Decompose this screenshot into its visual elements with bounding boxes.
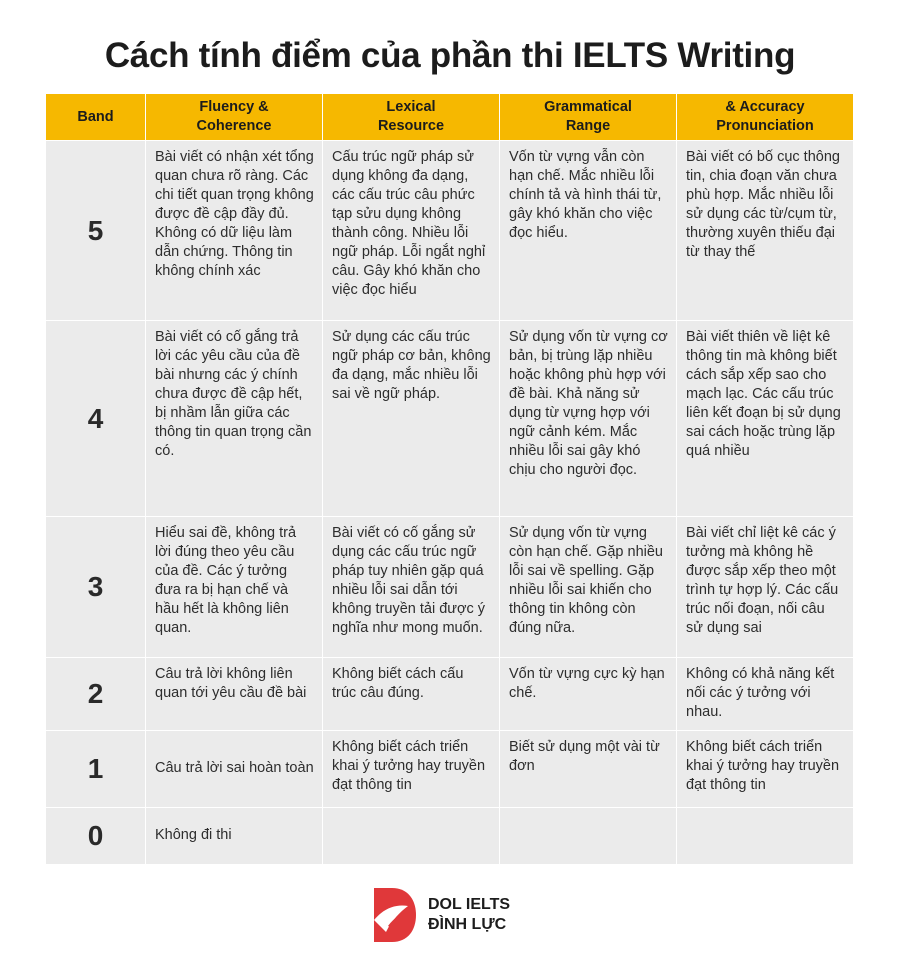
header-accuracy-pronunciation: & Accuracy Pronunciation xyxy=(677,94,854,141)
band-value: 3 xyxy=(46,517,146,658)
table-cell: Biết sử dụng một vài từ đơn xyxy=(500,731,677,808)
table-cell: Không có khả năng kết nối các ý tưởng với nhau. xyxy=(677,658,854,731)
header-band: Band xyxy=(46,94,146,141)
ielts-writing-score-table xyxy=(45,93,854,865)
table-cell: Bài viết có nhận xét tổng quan chưa rõ ràng. Các chi tiết quan trọng không được đề cập đầy đủ. Không có dữ liệu làm dẫn chứng. Thông tin không chính xác xyxy=(146,141,323,321)
brand-line-1: DOL IELTS xyxy=(428,896,511,913)
table-cell xyxy=(323,808,500,865)
table-cell xyxy=(500,808,677,865)
table-cell: Câu trả lời không liên quan tới yêu cầu đề bài xyxy=(146,658,323,731)
table-header-row xyxy=(46,94,854,141)
table-row xyxy=(46,321,854,517)
table-cell: Bài viết chỉ liệt kê các ý tưởng mà không hề được sắp xếp theo một trình tự hợp lý. Các cấu trúc nối đoạn, nối câu sử dụng sai xyxy=(677,517,854,658)
table-row xyxy=(46,658,854,731)
brand-name xyxy=(428,895,510,935)
table-cell: Sử dụng vốn từ vựng còn hạn chế. Gặp nhiều lỗi sai về spelling. Gặp nhiều lỗi sai khiến cho thông tin không còn đúng nữa. xyxy=(500,517,677,658)
brand-footer xyxy=(372,886,510,944)
band-value: 4 xyxy=(46,321,146,517)
table-cell: Sử dụng các cấu trúc ngữ pháp cơ bản, không đa dạng, mắc nhiều lỗi sai về ngữ pháp. xyxy=(323,321,500,517)
header-lexical-resource: Lexical Resource xyxy=(323,94,500,141)
table-cell: Không biết cách triển khai ý tưởng hay truyền đạt thông tin xyxy=(677,731,854,808)
header-grammatical-range: Grammatical Range xyxy=(500,94,677,141)
table-cell: Vốn từ vựng vẫn còn hạn chế. Mắc nhiều lỗi chính tả và hình thái từ, gây khó khăn cho việc đọc hiểu. xyxy=(500,141,677,321)
table-cell: Bài viết có bố cục thông tin, chia đoạn văn chưa phù hợp. Mắc nhiều lỗi sử dụng các từ/cụm từ, thường xuyên thiếu đại từ thay thế xyxy=(677,141,854,321)
table-cell: Cấu trúc ngữ pháp sử dụng không đa dạng, các cấu trúc câu phức tạp sửu dụng không thành công. Nhiều lỗi ngữ pháp. Lỗi ngắt nghỉ câu. Gây khó khăn cho việc đọc hiểu xyxy=(323,141,500,321)
table-cell: Không đi thi xyxy=(146,808,323,865)
band-value: 0 xyxy=(46,808,146,865)
table-cell: Không biết cách triển khai ý tưởng hay truyền đạt thông tin xyxy=(323,731,500,808)
table-row xyxy=(46,731,854,808)
table-cell: Câu trả lời sai hoàn toàn xyxy=(146,731,323,808)
table-cell: Sử dụng vốn từ vựng cơ bản, bị trùng lặp nhiều hoặc không phù hợp với đề bài. Khả năng sử dụng từ vựng hợp với ngữ cảnh kém. Mắc nhiều lỗi sai gây khó chịu cho người đọc. xyxy=(500,321,677,517)
band-value: 1 xyxy=(46,731,146,808)
table-cell: Không biết cách cấu trúc câu đúng. xyxy=(323,658,500,731)
table-cell: Vốn từ vựng cực kỳ hạn chế. xyxy=(500,658,677,731)
band-value: 2 xyxy=(46,658,146,731)
dol-logo-icon xyxy=(372,886,418,944)
brand-line-2: ĐÌNH LỰC xyxy=(428,916,507,933)
table-cell: Bài viết có cố gắng sử dụng các cấu trúc ngữ pháp tuy nhiên gặp quá nhiều lỗi sai dẫn tới không truyền tải được ý nghĩa như mong muốn. xyxy=(323,517,500,658)
page-title: Cách tính điểm của phần thi IELTS Writing xyxy=(104,36,796,75)
table-cell xyxy=(677,808,854,865)
table-row xyxy=(46,517,854,658)
table-row xyxy=(46,141,854,321)
table-row xyxy=(46,808,854,865)
table-cell: Hiểu sai đề, không trả lời đúng theo yêu cầu của đề. Các ý tưởng đưa ra bị hạn chế và hầu hết là không liên quan. xyxy=(146,517,323,658)
table-cell: Bài viết có cố gắng trả lời các yêu cầu của đề bài nhưng các ý chính chưa được đề cập hết, bị nhầm lẫn giữa các thông tin quan trọng cần có. xyxy=(146,321,323,517)
header-fluency-coherence: Fluency & Coherence xyxy=(146,94,323,141)
band-value: 5 xyxy=(46,141,146,321)
table-cell: Bài viết thiên về liệt kê thông tin mà không biết cách sắp xếp sao cho mạch lạc. Các cấu trúc liên kết đoạn bị sử dụng sai cách hoặc trùng lặp quá nhiều xyxy=(677,321,854,517)
